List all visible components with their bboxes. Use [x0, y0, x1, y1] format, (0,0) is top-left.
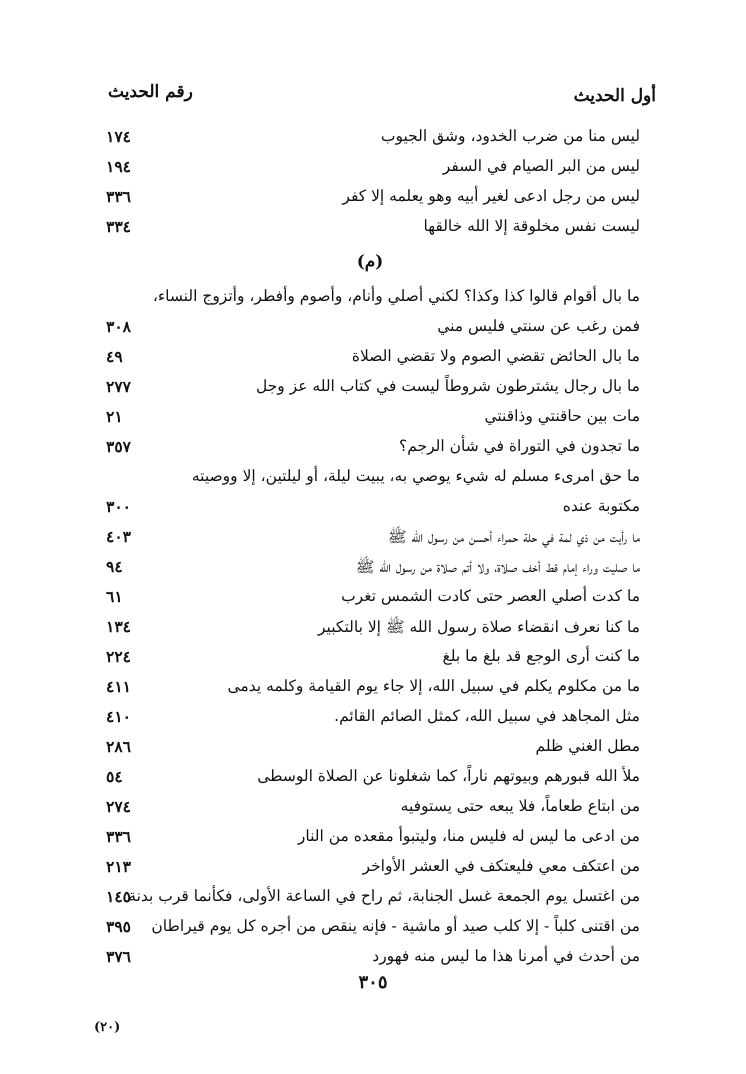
hadith-opening-text: فمن رغب عن سنتي فليس مني: [437, 317, 640, 335]
index-row: [100, 884, 640, 914]
index-row: [100, 794, 640, 824]
index-row: [100, 344, 640, 374]
index-row: [100, 314, 640, 344]
hadith-number: ٣٥٧: [106, 437, 131, 456]
hadith-number: ١٤٥: [106, 887, 131, 906]
hadith-number: ٢٨٦: [106, 737, 131, 756]
hadith-opening-text: ما بال الحائض تقضي الصوم ولا تقضي الصلاة: [351, 347, 640, 365]
index-row: [100, 944, 640, 974]
hadith-opening-text: ليس من رجل ادعى لغير أبيه وهو يعلمه إلا كفر: [342, 187, 640, 205]
hadith-number: ٤٩: [106, 347, 123, 366]
hadith-number: ١٩٤: [106, 157, 131, 176]
hadith-number: ٩٤: [106, 557, 123, 576]
hadith-number: ٤١٠: [106, 707, 131, 726]
signature-mark: (٢٠): [94, 1020, 121, 1035]
index-row: [100, 404, 640, 434]
index-row: [100, 124, 640, 154]
hadith-number: ٣٧٦: [106, 947, 131, 966]
hadith-opening-text: من ابتاع طعاماً، فلا يبعه حتى يستوفيه: [400, 797, 640, 815]
index-row: [100, 764, 640, 794]
hadith-opening-text: ليس من البر الصيام في السفر: [442, 157, 640, 175]
hadith-opening-text: ما رأيت من ذي لمة في حلة حمراء أحسن من رسول الله ﷺ: [387, 528, 640, 546]
index-row: [100, 674, 640, 704]
index-row: [100, 824, 640, 854]
index-row: [100, 854, 640, 884]
hadith-opening-text: مكتوبة عنده: [562, 497, 640, 515]
index-row: [100, 184, 640, 214]
hadith-opening-text: من اعتكف معي فليعتكف في العشر الأواخر: [362, 857, 640, 875]
index-row: [100, 214, 640, 244]
index-row: [100, 734, 640, 764]
hadith-number: ٣٠٠: [106, 497, 131, 516]
hadith-opening-text: ليس منا من ضرب الخدود، وشق الجيوب: [380, 127, 640, 145]
hadith-number: ٥٤: [106, 767, 123, 786]
index-row: [100, 154, 640, 184]
column-header-hadith-start: أول الحديث: [573, 86, 656, 106]
hadith-number: ٣٩٥: [106, 917, 131, 936]
hadith-number: ٢١٣: [106, 857, 131, 876]
hadith-number: ٣٣٤: [106, 217, 131, 236]
hadith-opening-text: من أحدث في أمرنا هذا ما ليس منه فهورد: [372, 947, 640, 965]
hadith-opening-text: ما بال رجال يشترطون شروطاً ليست في كتاب الله عز وجل: [255, 377, 640, 395]
index-entries: [100, 124, 640, 974]
hadith-opening-text: ما كنت أرى الوجع قد بلغ ما بلغ: [442, 647, 640, 665]
hadith-number: ٢٢٤: [106, 647, 131, 666]
hadith-opening-text: ما تجدون في التوراة في شأن الرجم؟: [399, 437, 640, 455]
index-row: [100, 434, 640, 464]
index-row: [100, 494, 640, 524]
hadith-opening-text: ما من مكلوم يكلم في سبيل الله، إلا جاء يوم القيامة وكلمه يدمى: [227, 677, 640, 695]
hadith-number: ٢٧٧: [106, 377, 131, 396]
hadith-opening-text: مثل المجاهد في سبيل الله، كمثل الصائم القائم.: [334, 707, 640, 725]
hadith-opening-text: ما حق امرىء مسلم له شيء يوصي به، يبيت ليلة، أو ليلتين، إلا ووصيته: [191, 467, 640, 485]
hadith-number: ٢٧٤: [106, 797, 131, 816]
hadith-opening-text: ما بال أقوام قالوا كذا وكذا؟ لكني أصلي وأنام، وأصوم وأفطر، وأتزوج النساء،: [152, 287, 640, 305]
hadith-opening-text: ملأ الله قبورهم وبيوتهم ناراً، كما شغلونا عن الصلاة الوسطى: [257, 767, 640, 785]
hadith-opening-text: مطل الغني ظلم: [535, 737, 640, 755]
hadith-number: ٢١: [106, 407, 123, 426]
section-letter: (م): [356, 252, 384, 272]
index-row: [100, 614, 640, 644]
hadith-opening-text: ليست نفس مخلوقة إلا الله خالقها: [423, 217, 640, 235]
index-row: [100, 914, 640, 944]
hadith-number: ١٧٤: [106, 127, 131, 146]
index-row: [100, 704, 640, 734]
hadith-number: ٦١: [106, 587, 123, 606]
hadith-number: ٤٠٣: [106, 527, 131, 546]
index-row: [100, 374, 640, 404]
hadith-number: ٣٣٦: [106, 187, 131, 206]
column-header-hadith-number: رقم الحديث: [108, 82, 193, 102]
hadith-opening-text: من اقتنى كلباً - إلا كلب صيد أو ماشية - فإنه ينقص من أجره كل يوم قيراطان: [151, 917, 640, 935]
hadith-number: ٣٣٦: [106, 827, 131, 846]
hadith-opening-text: مات بين حاقنتي وذاقنتي: [484, 407, 640, 425]
section-heading: [100, 244, 640, 284]
index-row: [100, 644, 640, 674]
hadith-number: ٣٠٨: [106, 317, 131, 336]
index-row: [100, 524, 640, 554]
index-row: [100, 584, 640, 614]
hadith-opening-text: من ادعى ما ليس له فليس منا، وليتبوأ مقعده من النار: [297, 827, 640, 845]
hadith-number: ٤١١: [106, 677, 131, 696]
hadith-opening-text: ما صليت وراء إمام قط أخف صلاة، ولا أتم صلاة من رسول الله ﷺ: [355, 558, 640, 576]
index-row: [100, 464, 640, 494]
hadith-opening-text: ما كدت أصلي العصر حتى كادت الشمس تغرب: [341, 587, 640, 605]
hadith-opening-text: ما كنا نعرف انقضاء صلاة رسول الله ﷺ إلا بالتكبير: [318, 618, 640, 636]
hadith-opening-text: من اغتسل يوم الجمعة غسل الجنابة، ثم راح في الساعة الأولى، فكأنما قرب بدنة: [128, 887, 640, 905]
hadith-number: ١٣٤: [106, 617, 131, 636]
index-row: [100, 554, 640, 584]
page-number: ٣٠٥: [358, 972, 388, 993]
index-row: [100, 284, 640, 314]
